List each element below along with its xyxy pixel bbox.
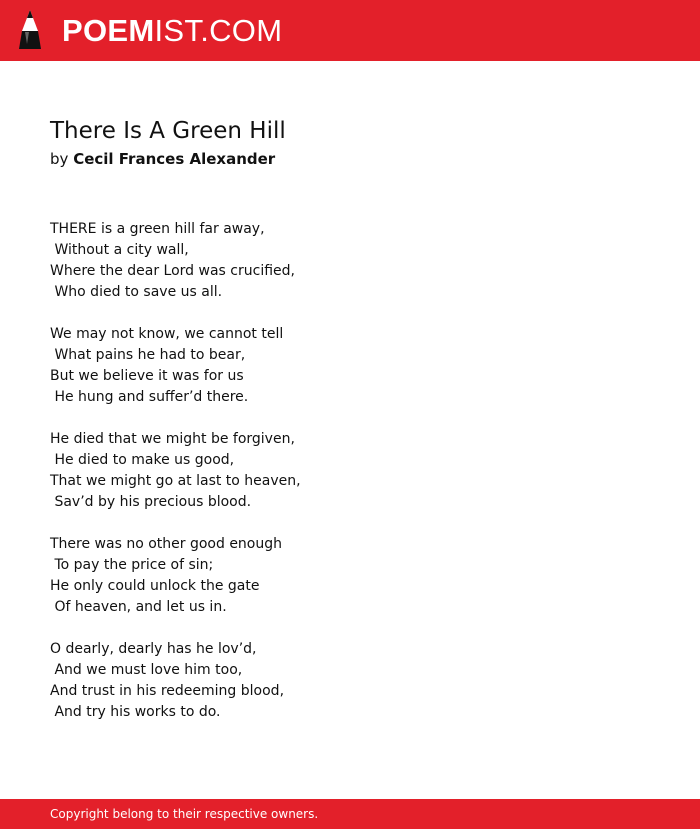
poem-line: Of heaven, and let us in. — [50, 599, 227, 615]
poem-line: To pay the price of sin; — [50, 557, 214, 573]
site-logo[interactable] — [62, 11, 282, 51]
site-header — [0, 0, 700, 61]
poem-line: O dearly, dearly has he lov’d, — [50, 641, 257, 657]
pencil-icon[interactable] — [17, 9, 43, 51]
poem-title: There Is A Green Hill — [50, 118, 286, 144]
poem-line: But we believe it was for us — [50, 368, 244, 384]
logo-text-light: IST.COM — [154, 13, 283, 48]
poem-line: And we must love him too, — [50, 662, 243, 678]
poem-author: Cecil Frances Alexander — [73, 150, 276, 168]
poem-line: Without a city wall, — [50, 242, 189, 258]
poem-stanza-1 — [50, 219, 301, 303]
site-footer — [0, 799, 700, 829]
poem-stanza-4 — [50, 534, 301, 618]
poem-byline — [50, 149, 275, 169]
poem-line: Sav’d by his precious blood. — [50, 494, 252, 510]
poem-line: And trust in his redeeming blood, — [50, 683, 285, 699]
poem-line: Where the dear Lord was crucified, — [50, 263, 295, 279]
poem-body — [50, 219, 301, 744]
poem-line: He hung and suffer’d there. — [50, 389, 249, 405]
poem-line: What pains he had to bear, — [50, 347, 246, 363]
poem-line: He died that we might be forgiven, — [50, 431, 295, 447]
poem-line: He only could unlock the gate — [50, 578, 260, 594]
logo-text-bold: POEM — [62, 13, 155, 48]
poem-line: That we might go at last to heaven, — [50, 473, 301, 489]
copyright-text: Copyright belong to their respective owners. — [50, 807, 319, 821]
poem-line: There was no other good enough — [50, 536, 282, 552]
poem-line: We may not know, we cannot tell — [50, 326, 284, 342]
poem-line: And try his works to do. — [50, 704, 221, 720]
byline-label: by — [50, 150, 69, 168]
poem-stanza-5 — [50, 639, 301, 723]
poem-line: He died to make us good, — [50, 452, 235, 468]
poem-stanza-2 — [50, 324, 301, 408]
poem-line: THERE is a green hill far away, — [50, 221, 265, 237]
poem-stanza-3 — [50, 429, 301, 513]
poem-line: Who died to save us all. — [50, 284, 223, 300]
